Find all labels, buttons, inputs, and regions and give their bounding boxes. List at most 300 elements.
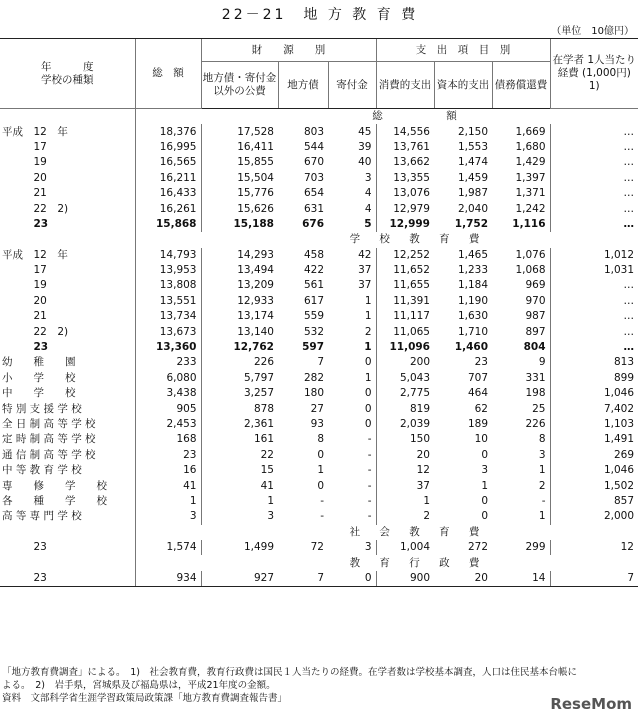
table-cell: 3 [481, 464, 488, 477]
table-cell: 161 [201, 432, 278, 447]
section-title: 社 会 教 育 費 [349, 525, 488, 538]
table-cell: 1,116 [512, 217, 546, 230]
table-cell: 7 [550, 571, 638, 587]
section-title: 学 校 教 育 費 [349, 233, 488, 246]
table-cell: 1,502 [550, 478, 638, 493]
table-cell: 331 [525, 371, 546, 384]
table-cell: 8 [538, 433, 546, 446]
table-cell: 10 [474, 433, 488, 446]
table-cell: 1,076 [515, 248, 546, 261]
row-label: 幼 稚 園 [2, 356, 76, 369]
table-cell: 7,402 [550, 401, 638, 416]
table-cell: 37 [376, 478, 434, 493]
table-cell: 617 [303, 294, 324, 307]
table-row [0, 401, 638, 416]
table-cell: 41 [201, 478, 278, 493]
table-cell: 2,453 [135, 417, 201, 432]
table-cell: - [320, 494, 324, 507]
table-cell: 15,504 [201, 171, 278, 186]
table-cell: 7 [317, 356, 324, 369]
table-cell: 13,360 [135, 340, 201, 355]
table-cell: 189 [467, 418, 488, 430]
table-cell: 2,040 [457, 202, 488, 215]
table-cell: 1,474 [457, 156, 488, 169]
table-cell: 1,103 [550, 417, 638, 432]
table-cell: 2,150 [457, 125, 488, 138]
table-cell: … [550, 340, 638, 355]
table-cell: 2,039 [376, 417, 434, 432]
row-label: 19 [2, 156, 47, 169]
table-cell: 20 [434, 571, 492, 587]
table-cell: 12,979 [376, 201, 434, 216]
table-row [0, 186, 638, 201]
table-cell: … [550, 278, 638, 293]
table-cell: 62 [474, 402, 488, 415]
table-cell: … [550, 186, 638, 201]
table-cell: … [550, 155, 638, 170]
table-cell: 804 [523, 341, 546, 354]
table-cell: 13,808 [135, 278, 201, 293]
table-cell: 1 [364, 310, 372, 323]
table-cell: 40 [358, 156, 372, 169]
table-cell: 1 [317, 464, 324, 477]
table-cell: 14,793 [135, 248, 201, 263]
row-label: 22 2) [2, 325, 69, 338]
row-label: 19 [2, 279, 47, 292]
table-cell: 0 [328, 571, 376, 587]
table-cell: 5,043 [376, 371, 434, 386]
table-cell: 9 [538, 356, 546, 369]
row-label: 中 等 教 育 学 校 [2, 464, 82, 477]
table-title: 22－21 地 方 教 育 費 [221, 7, 419, 23]
table-cell: 2 [538, 479, 546, 492]
table-cell: 5,797 [201, 371, 278, 386]
table-cell: 180 [303, 387, 324, 400]
table-cell: 226 [525, 418, 546, 430]
table-cell: … [550, 294, 638, 309]
table-cell: - [367, 433, 372, 446]
table-row [0, 324, 638, 339]
footnotes [2, 666, 602, 705]
table-cell: 1,574 [135, 540, 201, 555]
education-expense-table [0, 38, 638, 587]
table-cell: 1 [376, 494, 434, 509]
table-cell: 13,076 [376, 186, 434, 201]
table-cell: 4 [364, 202, 372, 215]
table-cell: 1,499 [201, 540, 278, 555]
table-cell: 13,209 [201, 278, 278, 293]
fin-col-bonds: 地方債 [278, 62, 328, 109]
table-cell: 299 [525, 541, 546, 554]
table-cell: 23 [474, 356, 488, 369]
row-label: 全 日 制 高 等 学 校 [2, 418, 96, 430]
table-cell: 20 [376, 448, 434, 463]
table-cell: 198 [525, 387, 546, 400]
row-label: 中 学 校 [2, 387, 76, 400]
table-cell: 2 [376, 509, 434, 524]
table-cell: - [367, 448, 372, 461]
table-cell: 1 [135, 494, 201, 509]
table-cell: 16,995 [135, 140, 201, 155]
section-title: 教 育 行 政 費 [349, 556, 488, 569]
table-row [0, 540, 638, 555]
table-cell: 282 [303, 371, 324, 384]
table-cell: 12,933 [201, 294, 278, 309]
table-cell: 13,953 [135, 263, 201, 278]
table-cell: 13,673 [135, 324, 201, 339]
table-cell: 1 [538, 464, 546, 477]
table-cell: 27 [310, 402, 324, 415]
table-cell: 3,438 [135, 386, 201, 401]
table-cell: 37 [358, 279, 372, 292]
table-cell: 16,211 [135, 171, 201, 186]
table-cell: 17,528 [201, 124, 278, 139]
table-cell: 3 [364, 541, 372, 554]
table-cell: 25 [532, 402, 546, 415]
fin-col-public: 地方債・寄付金以外の公費 [201, 62, 278, 109]
table-cell: 544 [303, 140, 324, 153]
table-cell: 899 [550, 371, 638, 386]
table-cell: 15,855 [201, 155, 278, 170]
table-cell: - [320, 510, 324, 523]
row-label: 専 修 学 校 [2, 479, 107, 492]
table-cell: 631 [303, 202, 324, 215]
table-cell: 422 [303, 264, 324, 277]
table-row [0, 201, 638, 216]
table-cell: 1,068 [515, 264, 546, 277]
table-cell: 15 [201, 463, 278, 478]
table-cell: 857 [550, 494, 638, 509]
row-label: 定 時 制 高 等 学 校 [2, 433, 96, 446]
table-cell: 0 [317, 479, 324, 492]
table-row [0, 124, 638, 139]
table-cell: … [550, 201, 638, 216]
table-cell: 11,652 [376, 263, 434, 278]
table-row [0, 294, 638, 309]
table-cell: 15,188 [201, 217, 278, 232]
table-cell: 3 [135, 509, 201, 524]
section-header-row [0, 232, 638, 247]
table-cell: 3 [538, 448, 546, 461]
table-cell: 1,752 [454, 217, 488, 230]
table-body [0, 109, 638, 587]
table-cell: 8 [317, 433, 324, 446]
row-label: 21 [2, 187, 47, 200]
table-cell: 72 [310, 541, 324, 554]
table-cell: 897 [525, 325, 546, 338]
table-cell: 3,257 [201, 386, 278, 401]
table-row [0, 355, 638, 370]
table-cell: 41 [135, 478, 201, 493]
table-cell: 1,429 [515, 156, 546, 169]
table-cell: 13,355 [376, 171, 434, 186]
table-cell: 464 [467, 387, 488, 400]
table-row [0, 371, 638, 386]
table-cell: 1 [538, 510, 546, 523]
table-cell: 12 [550, 540, 638, 555]
table-cell: 1,460 [454, 341, 488, 354]
section-header-row [0, 109, 638, 125]
table-cell: 1,397 [515, 171, 546, 184]
table-cell: 200 [376, 355, 434, 370]
table-cell: 11,391 [376, 294, 434, 309]
footnote-line: よる。 2) 岩手県，宮城県及び福島県は，平成21年度の金額。 [2, 680, 276, 691]
table-cell: 458 [303, 248, 324, 261]
table-cell: 13,494 [201, 263, 278, 278]
table-row [0, 417, 638, 432]
row-label: 21 [2, 310, 47, 323]
table-cell: 13,551 [135, 294, 201, 309]
table-cell: 934 [135, 571, 201, 587]
resemom-logo: ReseMom [550, 695, 632, 713]
school-type-header: 学校の種類 [41, 73, 94, 86]
table-cell: 1,680 [515, 140, 546, 153]
table-cell: 1,046 [550, 386, 638, 401]
table-cell: 1,553 [457, 140, 488, 153]
table-cell: 226 [201, 355, 278, 370]
table-cell: 16,433 [135, 186, 201, 201]
per-student-header: 在学者 1人当たり経費 (1,000円) 1) [550, 39, 638, 109]
exp-col-capital: 資本的支出 [434, 62, 492, 109]
table-cell: … [550, 124, 638, 139]
table-cell: 11,117 [376, 309, 434, 324]
financial-source-header: 財 源 別 [201, 39, 376, 62]
table-cell: 11,096 [376, 340, 434, 355]
table-cell: 13,174 [201, 309, 278, 324]
table-row [0, 140, 638, 155]
table-cell: 16 [135, 463, 201, 478]
table-row [0, 278, 638, 293]
table-cell: 900 [376, 571, 434, 587]
table-cell: 676 [302, 217, 324, 230]
table-cell: 269 [550, 448, 638, 463]
table-cell: 813 [550, 355, 638, 370]
table-cell: 23 [135, 448, 201, 463]
table-cell: 927 [201, 571, 278, 587]
table-cell: 16,411 [201, 140, 278, 155]
row-label: 17 [2, 264, 47, 277]
exp-col-consumption: 消費的支出 [376, 62, 434, 109]
table-cell: 1 [364, 371, 372, 384]
fin-col-donations: 寄付金 [328, 62, 376, 109]
table-cell: 1,046 [550, 463, 638, 478]
table-cell: 11,065 [376, 324, 434, 339]
table-cell: - [367, 479, 372, 492]
row-label: 17 [2, 140, 47, 153]
table-cell: 12,762 [201, 340, 278, 355]
table-cell: 0 [481, 448, 488, 461]
table-cell: … [550, 140, 638, 155]
table-cell: 13,140 [201, 324, 278, 339]
table-cell: 1 [364, 341, 372, 354]
table-cell: 2 [364, 325, 372, 338]
table-cell: 1,491 [550, 432, 638, 447]
table-cell: 597 [302, 341, 324, 354]
table-cell: … [550, 217, 638, 232]
table-cell: 2,775 [376, 386, 434, 401]
table-cell: 1,031 [550, 263, 638, 278]
table-row [0, 263, 638, 278]
table-cell: 561 [303, 279, 324, 292]
table-cell: - [367, 464, 372, 477]
row-label: 通 信 制 高 等 学 校 [2, 448, 96, 461]
footnote-line: 「地方教育費調査」による。 1) 社会教育費，教育行政費は国民１人当たりの経費。在学者数は学校基本調査，人口は住民基本台帳に [2, 667, 578, 678]
table-cell: 1,004 [376, 540, 434, 555]
table-cell: 6,080 [135, 371, 201, 386]
table-cell: 1,184 [457, 279, 488, 292]
table-row [0, 478, 638, 493]
table-row [0, 386, 638, 401]
table-row [0, 509, 638, 524]
table-cell: 7 [278, 571, 328, 587]
table-cell: 1 [481, 479, 488, 492]
table-row [0, 171, 638, 186]
table-cell: 233 [135, 355, 201, 370]
table-cell: 1,630 [457, 310, 488, 323]
table-cell: 1,459 [457, 171, 488, 184]
table-cell: 0 [364, 418, 372, 430]
table-cell: … [550, 309, 638, 324]
row-label: 22 2) [2, 202, 69, 215]
table-row [0, 248, 638, 263]
row-label: 23 [0, 571, 135, 587]
exp-col-debt: 債務償還費 [492, 62, 550, 109]
row-label: 23 [2, 217, 49, 230]
year-header: 年 度 [41, 60, 94, 73]
row-label: 23 [2, 341, 49, 354]
table-cell: 559 [303, 310, 324, 323]
table-cell: 878 [201, 401, 278, 416]
table-row [0, 340, 638, 355]
table-row [0, 217, 638, 232]
table-cell: - [541, 494, 546, 507]
footnote-line: 資料 文部科学省生涯学習政策局政策課「地方教育費調査報告書」 [2, 693, 288, 704]
table-row [0, 571, 638, 587]
table-cell: … [550, 324, 638, 339]
row-label: 平成 12 年 [2, 125, 68, 138]
table-cell: 2,361 [201, 417, 278, 432]
table-cell: 12,999 [376, 217, 434, 232]
table-row [0, 494, 638, 509]
table-cell: 150 [376, 432, 434, 447]
table-row [0, 448, 638, 463]
table-cell: 12,252 [376, 248, 434, 263]
table-cell: 0 [481, 494, 488, 507]
table-cell: 1 [201, 494, 278, 509]
table-cell: 11,655 [376, 278, 434, 293]
table-row [0, 463, 638, 478]
section-header-row [0, 525, 638, 540]
section-header-row [0, 555, 638, 570]
table-cell: 1,669 [515, 125, 546, 138]
table-cell: 1,465 [457, 248, 488, 261]
table-cell: 272 [467, 541, 488, 554]
table-cell: … [550, 171, 638, 186]
table-cell: 168 [135, 432, 201, 447]
table-cell: 0 [481, 510, 488, 523]
table-cell: 45 [358, 125, 372, 138]
table-cell: 654 [303, 187, 324, 200]
table-cell: 987 [525, 310, 546, 323]
row-label: 平成 12 年 [2, 248, 68, 261]
table-cell: 969 [525, 279, 546, 292]
table-cell: 707 [467, 371, 488, 384]
row-label: 特 別 支 援 学 校 [2, 402, 82, 415]
row-label: 各 種 学 校 [2, 494, 107, 507]
table-cell: 37 [358, 264, 372, 277]
table-cell: 1,233 [457, 264, 488, 277]
table-cell: 670 [303, 156, 324, 169]
table-cell: 13,662 [376, 155, 434, 170]
table-cell: 0 [364, 356, 372, 369]
table-cell: 1,190 [457, 294, 488, 307]
table-cell: 13,761 [376, 140, 434, 155]
row-label: 23 [2, 541, 47, 554]
table-cell: 819 [376, 401, 434, 416]
table-cell: 1 [364, 294, 372, 307]
table-cell: 93 [310, 418, 324, 430]
table-cell: 803 [303, 125, 324, 138]
table-cell: 16,261 [135, 201, 201, 216]
table-cell: 12 [376, 463, 434, 478]
table-cell: 42 [358, 248, 372, 261]
table-cell: 1,371 [515, 187, 546, 200]
table-cell: 0 [317, 448, 324, 461]
table-cell: 0 [364, 387, 372, 400]
row-label: 20 [2, 171, 47, 184]
table-cell: 14,556 [376, 124, 434, 139]
table-cell: 0 [364, 402, 372, 415]
expenditure-header: 支 出 項 目 別 [376, 39, 550, 62]
section-title: 総 額 [372, 110, 465, 123]
table-cell: 3 [364, 171, 372, 184]
table-cell: - [367, 510, 372, 523]
table-cell: 2,000 [550, 509, 638, 524]
table-cell: 1,987 [457, 187, 488, 200]
table-cell: 4 [364, 187, 372, 200]
table-cell: 18,376 [135, 124, 201, 139]
unit-label: （単位 10億円） [551, 26, 634, 37]
table-cell: 703 [303, 171, 324, 184]
row-label: 20 [2, 294, 47, 307]
table-cell: 970 [525, 294, 546, 307]
table-cell: 5 [364, 217, 372, 230]
table-cell: 1,012 [550, 248, 638, 263]
table-cell: 905 [135, 401, 201, 416]
table-cell: 22 [201, 448, 278, 463]
table-cell: 1,710 [457, 325, 488, 338]
table-cell: 15,776 [201, 186, 278, 201]
table-cell: 15,868 [135, 217, 201, 232]
year-school-header [0, 39, 135, 109]
table-cell: 16,565 [135, 155, 201, 170]
table-cell: - [367, 494, 372, 507]
row-label: 高 等 専 門 学 校 [2, 510, 82, 523]
table-cell: 1,242 [515, 202, 546, 215]
row-label: 小 学 校 [2, 371, 76, 384]
table-row [0, 309, 638, 324]
table-cell: 15,626 [201, 201, 278, 216]
total-header: 総 額 [135, 39, 201, 109]
table-cell: 13,734 [135, 309, 201, 324]
table-cell: 3 [201, 509, 278, 524]
table-cell: 14,293 [201, 248, 278, 263]
table-row [0, 432, 638, 447]
table-cell: 532 [303, 325, 324, 338]
table-cell: 14 [492, 571, 550, 587]
table-row [0, 155, 638, 170]
table-cell: 39 [358, 140, 372, 153]
